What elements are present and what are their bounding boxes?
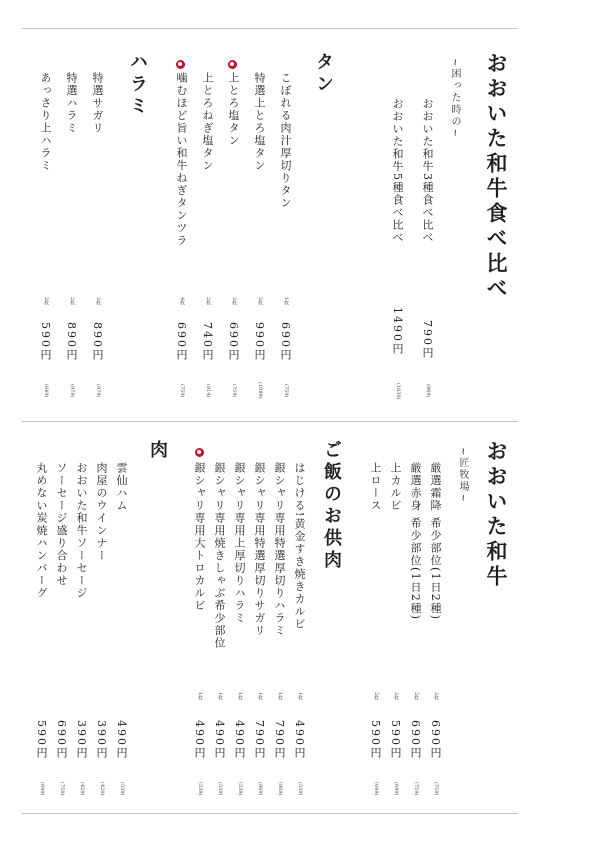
menu-item-name: 銀シャリ専用特選厚切りサガリ <box>253 462 266 637</box>
menu-item-tax-price: (539) <box>237 782 243 796</box>
course-price: 1490円 <box>391 307 404 356</box>
course-tax-price: (869) <box>425 384 431 398</box>
menu-item-price: 990円 <box>253 322 266 362</box>
menu-item-tax-price: (539) <box>197 782 203 796</box>
middle-divider <box>22 421 518 422</box>
piece-count: 2枚 <box>393 692 399 701</box>
piece-count: 1枚 <box>283 297 289 306</box>
menu-item-name: 銀シャリ専用上厚切りハラミ <box>233 462 246 625</box>
piece-count: 1枚 <box>277 692 283 701</box>
wagyu-item-price: 590円 <box>389 720 402 760</box>
menu-item-tax-price: (814) <box>205 384 211 398</box>
menu-item-tax-price: (759) <box>179 384 185 398</box>
wagyu-item-name: 厳選霜降 希少部位(1日2種) <box>429 462 442 621</box>
menu-item-tax-price: (979) <box>69 384 75 398</box>
menu-item-price: 390円 <box>75 720 88 760</box>
menu-item-tax-price: (759) <box>231 384 237 398</box>
page-title-oita-wagyu: おおいた和牛 <box>484 440 509 590</box>
wagyu-item-tax-price: (649) <box>393 782 399 796</box>
menu-item-name: 肉屋のウインナー <box>95 462 108 562</box>
menu-item-price: 490円 <box>293 720 306 760</box>
subtitle-komatta: ~困った時の~ <box>449 58 460 139</box>
piece-count: 2枚 <box>43 297 49 306</box>
wagyu-item-name: 上ロース <box>369 462 382 512</box>
menu-item-price: 690円 <box>55 720 68 760</box>
wagyu-item-tax-price: (759) <box>413 782 419 796</box>
menu-item-name: 上とろ塩タン <box>227 72 240 147</box>
section-heading-harami: ハラミ <box>127 52 148 118</box>
wagyu-item-name: 上カルビ <box>389 462 402 512</box>
subtitle-takumi: ~匠牧場~ <box>457 447 468 504</box>
piece-count: 2枚 <box>433 692 439 701</box>
menu-item-price: 740円 <box>201 322 214 362</box>
piece-count: 1枚 <box>217 692 223 701</box>
wagyu-item-tax-price: (759) <box>433 782 439 796</box>
section-heading-niku: 肉 <box>147 440 168 462</box>
menu-item-tax-price: (649) <box>43 384 49 398</box>
menu-item-price: 690円 <box>227 322 240 362</box>
piece-count: 1枚 <box>297 692 303 701</box>
menu-item-name: 銀シャリ専用大トロカルビ <box>193 462 206 612</box>
menu-item-name: 丸めない炭焼ハンバーグ <box>35 462 48 600</box>
menu-item-price: 790円 <box>253 720 266 760</box>
menu-item-tax-price: (539) <box>297 782 303 796</box>
course-price: 790円 <box>421 320 434 360</box>
section-heading-tan: タン <box>313 52 334 96</box>
menu-item-tax-price: (869) <box>277 782 283 796</box>
menu-item-name: 銀シャリ専用焼きしゃぶ希少部位 <box>213 462 226 650</box>
wagyu-item-price: 690円 <box>409 720 422 760</box>
piece-count: 2枚 <box>231 297 237 306</box>
menu-item-tax-price: (1089) <box>257 382 263 399</box>
menu-item-name: 特選上とろ塩タン <box>253 72 266 172</box>
menu-item-name: 噛むほど旨い和牛ねぎタンツラ <box>175 72 188 247</box>
menu-item-price: 890円 <box>65 322 78 362</box>
wagyu-item-price: 690円 <box>429 720 442 760</box>
piece-count: 1枚 <box>197 692 203 701</box>
menu-item-name: 銀シャリ専用特選厚切りハラミ <box>273 462 286 637</box>
menu-item-name: あっさり上ハラミ <box>39 72 52 172</box>
menu-item-name: こぼれる肉汁厚切りタン <box>279 72 292 210</box>
menu-item-tax-price: (429) <box>79 782 85 796</box>
course-name: おおいた和牛5種食べ比べ <box>391 98 404 244</box>
menu-item-name: おおいた和牛ソーセージ <box>75 462 88 600</box>
menu-item-tax-price: (979) <box>95 384 101 398</box>
menu-item-price: 490円 <box>233 720 246 760</box>
piece-count: 2枚 <box>373 692 379 701</box>
bottom-divider <box>22 813 518 814</box>
menu-item-price: 590円 <box>39 322 52 362</box>
menu-item-name: 特選サガリ <box>91 72 104 135</box>
menu-item-tax-price: (539) <box>217 782 223 796</box>
menu-item-name: 特選ハラミ <box>65 72 78 135</box>
course-tax-price: (1639) <box>395 383 401 400</box>
piece-count: 2枚 <box>413 692 419 701</box>
piece-count: 2枚 <box>69 297 75 306</box>
menu-item-price: 490円 <box>115 720 128 760</box>
wagyu-item-name: 厳選赤身 希少部位(1日2種) <box>409 462 422 621</box>
piece-count: 2枚 <box>95 297 101 306</box>
top-divider <box>22 28 518 29</box>
menu-item-tax-price: (539) <box>119 782 125 796</box>
menu-item-price: 490円 <box>213 720 226 760</box>
menu-item-tax-price: (649) <box>39 782 45 796</box>
menu-item-name: 上とろねぎ塩タン <box>201 72 214 172</box>
menu-item-name: ソーセージ盛り合わせ <box>55 462 68 587</box>
menu-item-price: 590円 <box>35 720 48 760</box>
wagyu-item-price: 590円 <box>369 720 382 760</box>
section-heading-gohan: ご飯のお供肉 <box>321 440 342 572</box>
piece-count: 1枚 <box>257 692 263 701</box>
menu-item-tax-price: (759) <box>283 384 289 398</box>
menu-item-price: 490円 <box>193 720 206 760</box>
menu-item-price: 690円 <box>175 322 188 362</box>
page-title-tabekurabe: おおいた和牛食べ比べ <box>484 52 509 302</box>
recommend-mark-icon <box>228 60 237 69</box>
menu-item-tax-price: (759) <box>59 782 65 796</box>
piece-count: 4枚 <box>179 297 185 306</box>
course-name: おおいた和牛3種食べ比べ <box>421 98 434 244</box>
menu-item-name: はじける!黄金すき焼きカルビ <box>293 462 306 631</box>
menu-item-price: 690円 <box>279 322 292 362</box>
menu-item-price: 890円 <box>91 322 104 362</box>
recommend-mark-icon <box>195 448 204 457</box>
piece-count: 2枚 <box>257 297 263 306</box>
menu-item-tax-price: (429) <box>99 782 105 796</box>
menu-item-tax-price: (869) <box>257 782 263 796</box>
menu-item-price: 790円 <box>273 720 286 760</box>
wagyu-item-tax-price: (649) <box>373 782 379 796</box>
piece-count: 2枚 <box>205 297 211 306</box>
menu-item-price: 390円 <box>95 720 108 760</box>
menu-item-name: 雲仙ハム <box>115 462 128 512</box>
piece-count: 1枚 <box>237 692 243 701</box>
recommend-mark-icon <box>176 60 185 69</box>
